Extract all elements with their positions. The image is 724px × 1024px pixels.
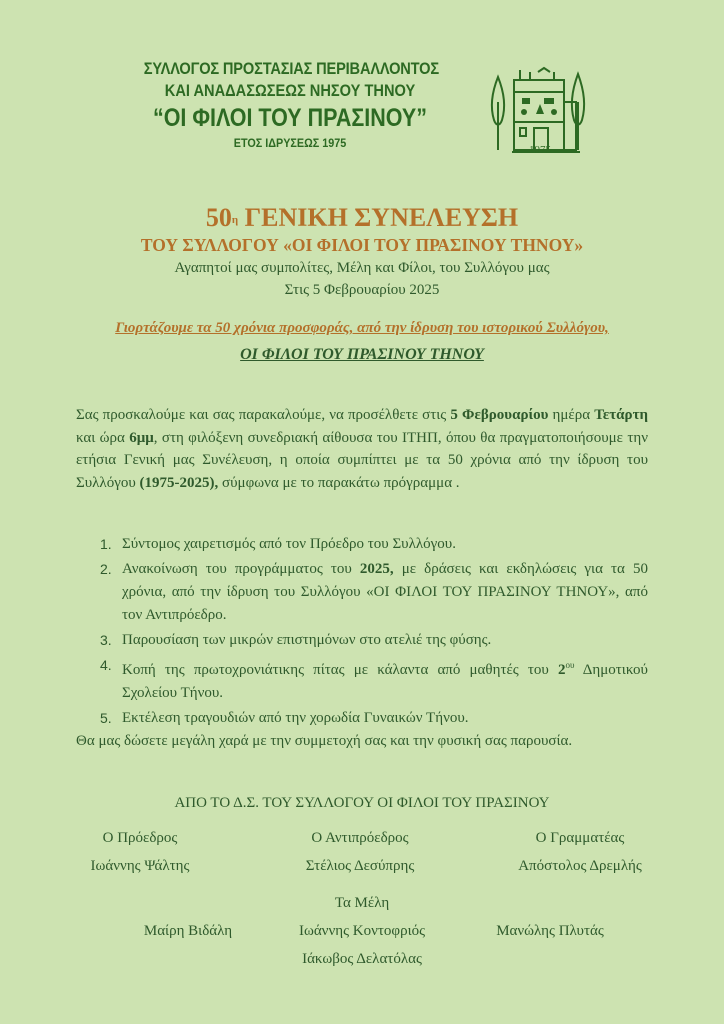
invitation-text-2: ημέρα: [548, 407, 595, 423]
program-list: [100, 533, 648, 732]
role-secretary: Ο Γραμματέας: [535, 830, 625, 846]
program-item: [100, 558, 648, 627]
invitation-text-3: και ώρα: [76, 429, 130, 446]
program-item-text: με δράσεις και εκδηλώσεις για τα 50 χρόνια, από την ίδρυση του Συλλόγου «ΟΙ ΦΙΛΟΙ ΤΟΥ ΠΡΑΣΙΝΟΥ ΤΗΝΟΥ», από τον Αντιπρόεδρο.: [122, 561, 648, 623]
member-name: Μαίρη Βιδάλη: [143, 923, 233, 939]
program-item-ordinal: ου: [565, 660, 575, 670]
invitation-years: (1975-2025),: [139, 474, 219, 491]
program-item-text: Εκτέλεση τραγουδιών από την χορωδία Γυναικών Τήνου.: [122, 710, 469, 726]
logo-year: 1975: [529, 144, 551, 156]
program-item-text: Σύντομος χαιρετισμός από τον Πρόεδρο του Συλλόγου.: [122, 536, 456, 552]
invitation-text-4: , στη φιλόξενη συνεδριακή αίθουσα του ΙΤΗΠ, όπου θα πραγματοποιήσουμε την ετήσια Γενική μας Συνέλευση, η οποία συμπίπτει με τα 50 χρόνια από την ίδρυση του Συλλόγου: [76, 429, 648, 491]
program-item-number: 1.: [100, 536, 112, 552]
name-vice-president: Στέλιος Δεσύπρης: [305, 858, 415, 874]
name-secretary: Απόστολος Δρεμλής: [518, 858, 642, 874]
program-item-number: 5.: [100, 710, 112, 726]
program-item: [100, 707, 648, 730]
name-president: Ιωάννης Ψάλτης: [90, 858, 190, 874]
invitation-paragraph: [76, 404, 648, 494]
program-item-year: 2025,: [359, 561, 394, 577]
celebration-line: Γιορτάζουμε τα 50 χρόνια προσφοράς, από την ίδρυση του ιστορικού Συλλόγου,: [115, 320, 609, 336]
invitation-time: 6μμ: [129, 429, 154, 446]
assembly-subtitle: ΤΟΥ ΣΥΛΛΟΓΟΥ «ΟΙ ΦΙΛΟΙ ΤΟΥ ΠΡΑΣΙΝΟΥ ΤΗΝΟΥ»: [140, 235, 584, 255]
assembly-number-ordinal: η: [231, 214, 239, 226]
letterhead: [0, 58, 724, 168]
program-item: [100, 654, 648, 705]
program-item-school-number: 2: [557, 662, 566, 678]
title-block: [0, 203, 724, 301]
founded-year: ΕΤΟΣ ΙΔΡΥΣΕΩΣ 1975: [233, 136, 347, 150]
member-name: Ιάκωβος Δελατόλας: [302, 951, 422, 967]
program-item-text: Κοπή της πρωτοχρονιάτικης πίτας με κάλαντα από μαθητές του: [122, 662, 558, 678]
program-item-text: Δημοτικού Σχολείου Τήνου.: [122, 662, 648, 701]
org-name: “ΟΙ ΦΙΛΟΙ ΤΟΥ ΠΡΑΣΙΝΟΥ”: [152, 104, 428, 132]
org-line-2: ΚΑΙ ΑΝΑΔΑΣΩΣΕΩΣ ΝΗΣΟΥ ΤΗΝΟΥ: [164, 81, 416, 100]
greeting: Αγαπητοί μας συμπολίτες, Μέλη και Φίλοι, του Συλλόγου μας: [174, 260, 550, 276]
invitation-text-5: σύμφωνα με το παρακάτω πρόγραμμα .: [218, 474, 460, 491]
invitation-date: 5 Φεβρουαρίου: [450, 407, 549, 423]
member-name: Ιωάννης Κοντοφριός: [298, 923, 426, 939]
program-item-text: Ανακοίνωση του προγράμματος του: [122, 561, 360, 577]
role-vice-president: Ο Αντιπρόεδρος: [311, 830, 409, 846]
role-president: Ο Πρόεδρος: [102, 830, 178, 846]
members-title: Τα Μέλη: [334, 895, 390, 911]
assembly-number: 50: [205, 203, 232, 232]
program-item-number: 3.: [100, 632, 112, 648]
member-name: Μανώλης Πλυτάς: [496, 923, 604, 939]
celebration-name: ΟΙ ΦΙΛΟΙ ΤΟΥ ΠΡΑΣΙΝΟΥ ΤΗΝΟΥ: [240, 346, 484, 363]
organization-block: [120, 58, 460, 153]
assembly-title-text: ΓΕΝΙΚΗ ΣΥΝΕΛΕΥΣΗ: [244, 203, 519, 232]
invitation-text-1: Σας προσκαλούμε και σας παρακαλούμε, να προσέλθετε στις: [76, 407, 451, 423]
invitation-day: Τετάρτη: [594, 407, 648, 423]
date-line: Στις 5 Φεβρουαρίου 2025: [284, 282, 440, 298]
program-item: [100, 533, 648, 556]
board-title: ΑΠΟ ΤΟ Δ.Σ. ΤΟΥ ΣΥΛΛΟΓΟΥ ΟΙ ΦΙΛΟΙ ΤΟΥ ΠΡΑΣΙΝΟΥ: [174, 795, 550, 811]
org-line-1: ΣΥΛΛΟΓΟΣ ΠΡΟΣΤΑΣΙΑΣ ΠΕΡΙΒΑΛΛΟΝΤΟΣ: [143, 59, 439, 78]
program-item: [100, 629, 648, 652]
closing-sentence: Θα μας δώσετε μεγάλη χαρά με την συμμετοχή σας και την φυσική σας παρουσία.: [76, 733, 573, 749]
program-item-text: Παρουσίαση των μικρών επιστημόνων στο ατελιέ της φύσης.: [122, 632, 492, 648]
program-item-number: 2.: [100, 561, 112, 577]
assembly-title: [0, 203, 724, 233]
program-item-number: 4.: [100, 657, 112, 673]
